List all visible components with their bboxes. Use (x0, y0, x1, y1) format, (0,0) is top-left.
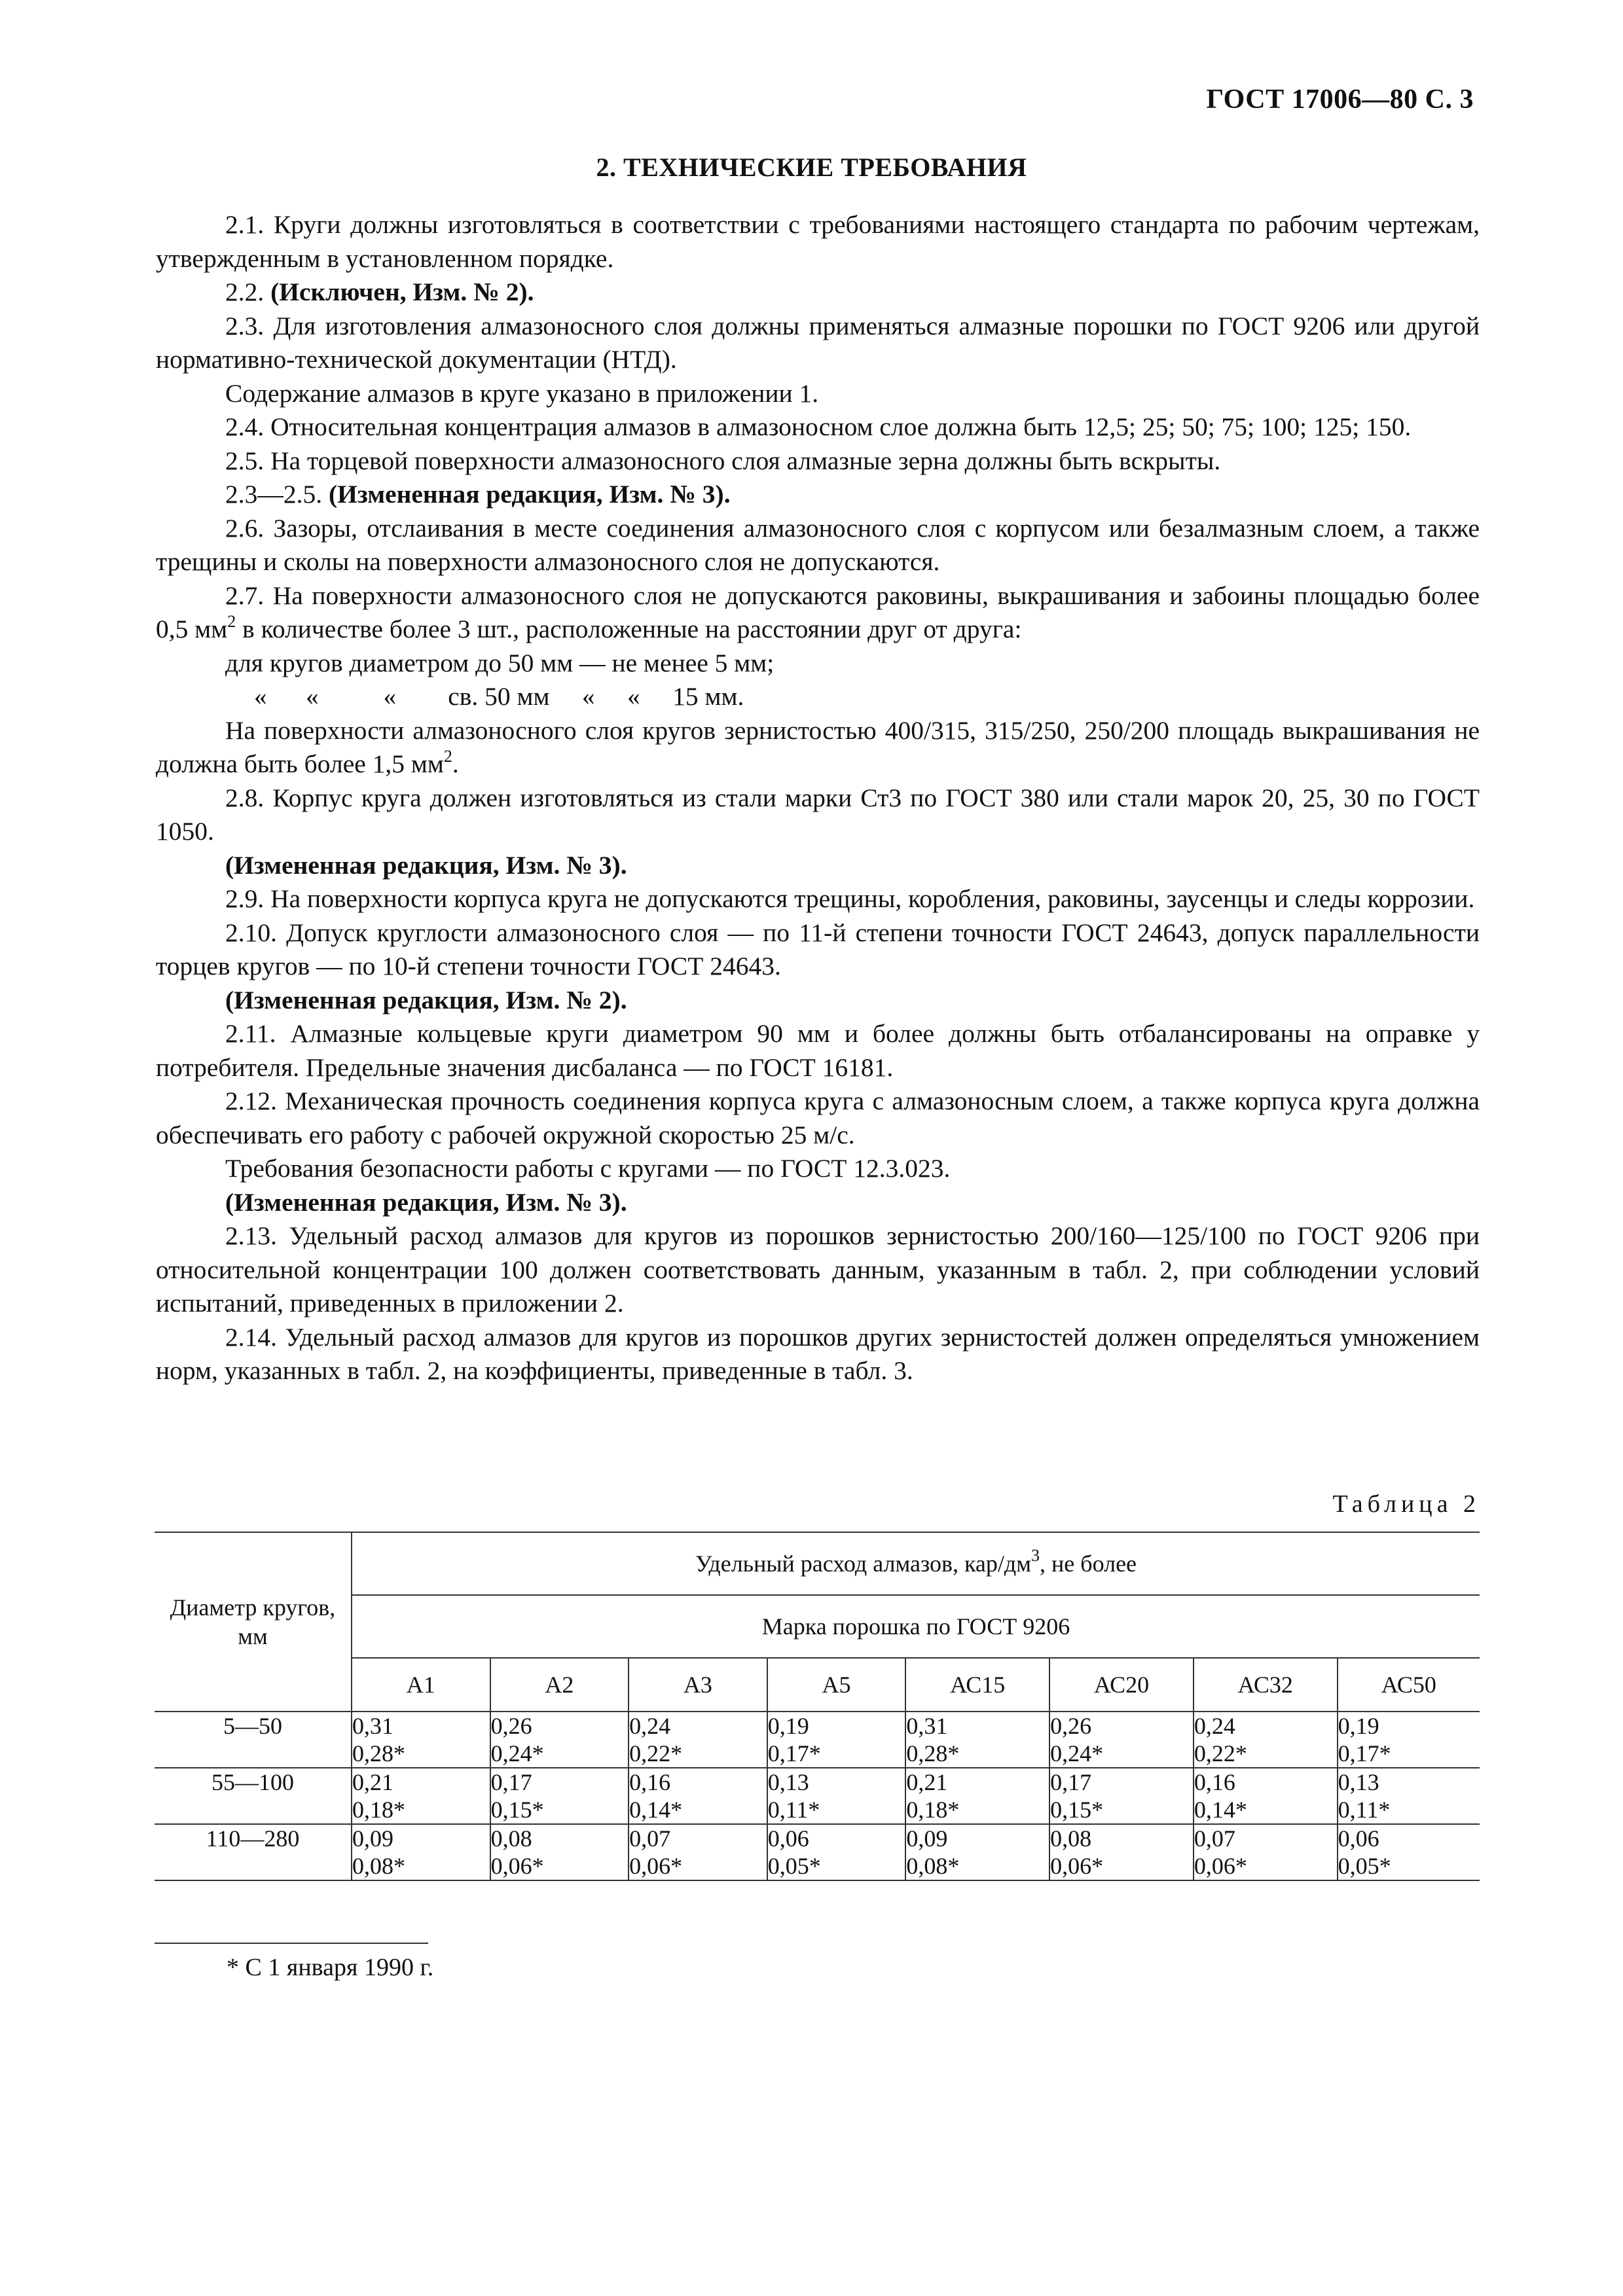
footnote: * С 1 января 1990 г. (227, 1954, 434, 1981)
column-header: А5 (767, 1658, 906, 1712)
current-value: 0,13 (767, 1769, 809, 1795)
current-value: 0,31 (906, 1713, 948, 1739)
footnote-divider (155, 1943, 428, 1944)
paragraph-2-7-text-a: 2.7. На поверхности алмазоносного слоя не допускаются раковины, выкрашивания и забоины площадью более 0,5 мм (156, 581, 1480, 643)
value-from-1990: 0,06* (1194, 1853, 1247, 1879)
table-row (155, 1768, 1480, 1824)
value-cell (767, 1824, 906, 1880)
column-header: АС15 (905, 1658, 1049, 1712)
current-value: 0,09 (906, 1825, 948, 1852)
column-header-row (155, 1658, 1480, 1712)
value-from-1990: 0,05* (1338, 1853, 1391, 1879)
value-cell (490, 1712, 629, 1768)
paragraph-2-3-2-5-amendment (156, 478, 1480, 512)
diameter-header: Диаметр кругов, мм (155, 1532, 352, 1712)
diameter-cell: 110—280 (155, 1824, 352, 1880)
value-cell (905, 1712, 1049, 1768)
amendment-note: (Измененная редакция, Изм. № 3). (329, 480, 731, 509)
current-value: 0,21 (906, 1769, 948, 1795)
consumption-header (352, 1532, 1480, 1595)
superscript: 2 (227, 612, 236, 631)
value-from-1990: 0,08* (906, 1853, 960, 1879)
value-from-1990: 0,22* (629, 1740, 683, 1767)
value-from-1990: 0,15* (1050, 1797, 1104, 1823)
table-row (155, 1712, 1480, 1768)
value-from-1990: 0,06* (629, 1853, 683, 1879)
paragraph-2-3-content: Содержание алмазов в круге указано в приложении 1. (225, 378, 819, 408)
value-cell (1049, 1824, 1194, 1880)
current-value: 0,13 (1338, 1769, 1379, 1795)
value-cell (905, 1768, 1049, 1824)
paragraph-2-4: 2.4. Относительная концентрация алмазов в алмазоносном слое должна быть 12,5; 25; 50; 75; 100; 125; 150. (225, 412, 1412, 441)
value-from-1990: 0,14* (1194, 1797, 1247, 1823)
consumption-header-suffix: , не более (1040, 1551, 1137, 1577)
value-cell (1194, 1712, 1338, 1768)
amendment-note-3b: (Измененная редакция, Изм. № 3). (225, 1187, 627, 1217)
value-cell (1338, 1768, 1480, 1824)
current-value: 0,26 (1050, 1713, 1092, 1739)
paragraph-2-13: 2.13. Удельный расход алмазов для кругов из порошков зернистостью 200/160—125/100 по ГОСТ 9206 при относительной концентрации 100 должен соответствовать данным, указанным в табл. 2, при соблюдении условий испытаний, приведенных в приложении 2. (156, 1221, 1480, 1318)
column-header: А3 (629, 1658, 767, 1712)
value-cell (352, 1824, 490, 1880)
value-cell (905, 1824, 1049, 1880)
column-header: АС20 (1049, 1658, 1194, 1712)
paragraph-2-11: 2.11. Алмазные кольцевые круги диаметром 90 мм и более должны быть отбалансированы на оправке у потребителя. Предельные значения дисбаланса — по ГОСТ 16181. (156, 1019, 1480, 1082)
superscript: 2 (443, 747, 452, 766)
current-value: 0,31 (352, 1713, 393, 1739)
value-cell (1049, 1768, 1194, 1824)
value-cell (629, 1824, 767, 1880)
paragraph-2-6: 2.6. Зазоры, отслаивания в месте соединения алмазоносного слоя с корпусом или безалмазным слоем, а также трещины и сколы на поверхности алмазоносного слоя не допускаются. (156, 513, 1480, 576)
value-from-1990: 0,06* (1050, 1853, 1104, 1879)
paragraph-2-14: 2.14. Удельный расход алмазов для кругов из порошков других зернистостей должен определяться умножением норм, указанных в табл. 2, на коэффициенты, приведенные в табл. 3. (156, 1322, 1480, 1385)
value-cell (1049, 1712, 1194, 1768)
value-cell (1338, 1824, 1480, 1880)
current-value: 0,08 (490, 1825, 532, 1852)
paragraph-2-8: 2.8. Корпус круга должен изготовляться из стали марки Ст3 по ГОСТ 380 или стали марок 20, 25, 30 по ГОСТ 1050. (156, 783, 1480, 846)
current-value: 0,09 (352, 1825, 393, 1852)
amendment-note-2: (Измененная редакция, Изм. № 2). (225, 985, 627, 1014)
value-from-1990: 0,11* (767, 1797, 820, 1823)
paragraph-2-7-text-b: в количестве более 3 шт., расположенные на расстоянии друг от друга: (236, 615, 1022, 643)
paragraph-2-7-line-2: « « « св. 50 мм « « 15 мм. (254, 682, 744, 711)
paragraph-2-7-chipping-text: На поверхности алмазоносного слоя кругов зернистостью 400/315, 315/250, 250/200 площадь выкрашивания не должна быть более 1,5 мм (156, 715, 1480, 778)
value-from-1990: 0,22* (1194, 1740, 1247, 1767)
current-value: 0,16 (1194, 1769, 1235, 1795)
value-from-1990: 0,24* (490, 1740, 544, 1767)
paragraph-2-7-line-1: для кругов диаметром до 50 мм — не менее 5 мм; (225, 648, 775, 677)
value-from-1990: 0,05* (767, 1853, 821, 1879)
value-cell (767, 1768, 906, 1824)
value-from-1990: 0,18* (906, 1797, 960, 1823)
current-value: 0,24 (629, 1713, 671, 1739)
amendment-note: (Исключен, Изм. № 2). (270, 278, 534, 306)
running-header: ГОСТ 17006—80 С. 3 (1206, 84, 1474, 115)
value-from-1990: 0,11* (1338, 1797, 1391, 1823)
consumption-header-text: Удельный расход алмазов, кар/дм (695, 1551, 1032, 1577)
value-cell (1194, 1768, 1338, 1824)
current-value: 0,07 (1194, 1825, 1235, 1852)
paragraph-2-12: 2.12. Механическая прочность соединения корпуса круга с алмазоносным слоем, а также корпуса круга должна обеспечивать его работу с рабочей окружной скоростью 25 м/с. (156, 1086, 1480, 1149)
paragraph-2-2 (156, 276, 1480, 310)
value-from-1990: 0,14* (629, 1797, 683, 1823)
current-value: 0,07 (629, 1825, 671, 1852)
current-value: 0,19 (767, 1713, 809, 1739)
current-value: 0,26 (490, 1713, 532, 1739)
amendment-note-3a: (Измененная редакция, Изм. № 3). (225, 850, 627, 880)
paragraph-2-7 (156, 579, 1480, 647)
powder-grade-header: Марка порошка по ГОСТ 9206 (352, 1595, 1480, 1658)
table-row (155, 1824, 1480, 1880)
current-value: 0,16 (629, 1769, 671, 1795)
paragraph-2-10: 2.10. Допуск круглости алмазоносного слоя — по 11-й степени точности ГОСТ 24643, допуск параллельности торцев кругов — по 10-й степени точности ГОСТ 24643. (156, 918, 1480, 980)
value-cell (352, 1712, 490, 1768)
column-header: АС32 (1194, 1658, 1338, 1712)
paragraph-number: 2.2. (225, 278, 264, 306)
current-value: 0,17 (490, 1769, 532, 1795)
diamond-consumption-table (155, 1532, 1480, 1881)
superscript: 3 (1031, 1546, 1040, 1565)
body-text (156, 208, 1480, 1388)
value-from-1990: 0,28* (352, 1740, 405, 1767)
diameter-cell: 5—50 (155, 1712, 352, 1768)
value-from-1990: 0,28* (906, 1740, 960, 1767)
paragraph-2-7-chipping (156, 714, 1480, 781)
value-cell (767, 1712, 906, 1768)
value-from-1990: 0,06* (490, 1853, 544, 1879)
current-value: 0,08 (1050, 1825, 1092, 1852)
column-header: А2 (490, 1658, 629, 1712)
value-cell (1338, 1712, 1480, 1768)
value-from-1990: 0,15* (490, 1797, 544, 1823)
current-value: 0,06 (767, 1825, 809, 1852)
value-cell (490, 1824, 629, 1880)
value-from-1990: 0,08* (352, 1853, 405, 1879)
paragraph-2-3: 2.3. Для изготовления алмазоносного слоя должны применяться алмазные порошки по ГОСТ 9206 или другой нормативно-технической документации (НТД). (156, 311, 1480, 374)
value-cell (1194, 1824, 1338, 1880)
value-cell (629, 1768, 767, 1824)
value-from-1990: 0,18* (352, 1797, 405, 1823)
paragraph-2-12-safety: Требования безопасности работы с кругами — по ГОСТ 12.3.023. (225, 1154, 951, 1183)
column-header: АС50 (1338, 1658, 1480, 1712)
paragraph-2-5: 2.5. На торцевой поверхности алмазоносного слоя алмазные зерна должны быть вскрыты. (225, 446, 1221, 475)
current-value: 0,19 (1338, 1713, 1379, 1739)
value-from-1990: 0,17* (767, 1740, 821, 1767)
current-value: 0,17 (1050, 1769, 1092, 1795)
paragraph-2-9: 2.9. На поверхности корпуса круга не допускаются трещины, коробления, раковины, заусенцы и следы коррозии. (225, 884, 1475, 913)
current-value: 0,24 (1194, 1713, 1235, 1739)
value-cell (490, 1768, 629, 1824)
paragraph-number: 2.3—2.5. (225, 480, 323, 509)
paragraph-2-1: 2.1. Круги должны изготовляться в соответствии с требованиями настоящего стандарта по рабочим чертежам, утвержденным в установленном порядке. (156, 210, 1480, 273)
current-value: 0,06 (1338, 1825, 1379, 1852)
diameter-cell: 55—100 (155, 1768, 352, 1824)
table-body (155, 1712, 1480, 1880)
value-cell (352, 1768, 490, 1824)
current-value: 0,21 (352, 1769, 393, 1795)
section-title: 2. ТЕХНИЧЕСКИЕ ТРЕБОВАНИЯ (596, 152, 1027, 182)
period: . (452, 749, 459, 778)
column-header: А1 (352, 1658, 490, 1712)
value-cell (629, 1712, 767, 1768)
table-caption: Таблица 2 (1332, 1490, 1480, 1518)
value-from-1990: 0,24* (1050, 1740, 1104, 1767)
value-from-1990: 0,17* (1338, 1740, 1391, 1767)
